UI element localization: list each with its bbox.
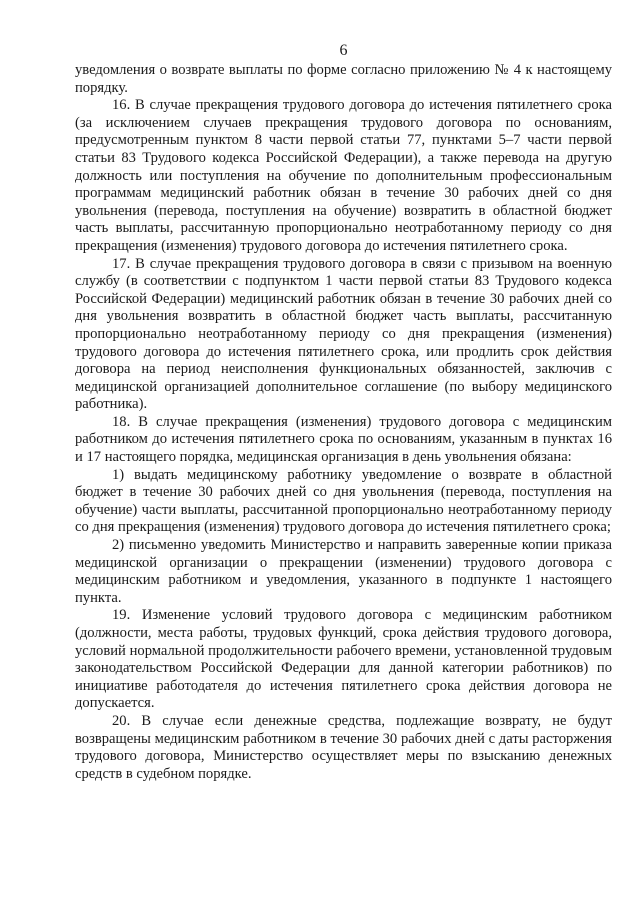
paragraph-17: 17. В случае прекращения трудового договора в связи с призывом на военную службу (в соответствии с подпунктом 1 части первой статьи 83 Трудового кодекса Российской Федерации) медицинский работник обязан в течение 30 рабочих дней со дня увольнения возвратить в областной бюджет часть выплаты, рассчитанную пропорционально неотработанному периоду со дня прекращения (изменения) трудового договора до истечения пятилетнего срока, или продлить срок действия договора на период неисполнения функциональных обязанностей, заключив с медицинской организацией дополнительное соглашение (по выбору медицинского работника).: [75, 255, 612, 413]
paragraph-18-subitem-1: 1) выдать медицинскому работнику уведомление о возврате в областной бюджет в течение 30 рабочих дней со дня увольнения (перевода, поступления на обучение) части выплаты, рассчитанной пропорционально неотработанному периоду со дня прекращения (изменения) трудового договора до истечения пятилетнего срока;: [75, 466, 612, 536]
paragraph-continuation: уведомления о возврате выплаты по форме согласно приложению № 4 к настоящему порядку.: [75, 62, 612, 96]
page-number: 6: [339, 42, 348, 59]
paragraph-20: 20. В случае если денежные средства, подлежащие возврату, не будут возвращены медицинским работником в течение 30 рабочих дней с даты расторжения трудового договора, Министерство осуществляет меры по взысканию денежных средств в судебном порядке.: [75, 712, 612, 782]
document-body: [75, 62, 612, 783]
paragraph-19: 19. Изменение условий трудового договора с медицинским работником (должности, места работы, трудовых функций, срока действия трудового договора, условий нормальной продолжительности рабочего времени, установленной трудовым законодательством Российской Федерации для данной категории работников) по инициативе работодателя до истечения пятилетнего срока действия договора не допускается.: [75, 607, 612, 712]
paragraph-18: 18. В случае прекращения (изменения) трудового договора с медицинским работником до истечения пятилетнего срока по основаниям, указанным в пунктах 16 и 17 настоящего порядка, медицинская организация в день увольнения обязана:: [75, 413, 612, 466]
paragraph-16: 16. В случае прекращения трудового договора до истечения пятилетнего срока (за исключением случаев прекращения трудового договора по основаниям, предусмотренным пунктом 8 части первой статьи 77, пунктами 5–7 части первой статьи 83 Трудового кодекса Российской Федерации), а также перевода на другую должность или поступления на обучение по дополнительным профессиональным программам медицинский работник обязан в течение 30 рабочих дней со дня увольнения (перевода, поступления на обучение) возвратить в областной бюджет часть выплаты, рассчитанную пропорционально неотработанному периоду со дня прекращения (изменения) трудового договора до истечения пятилетнего срока.: [75, 97, 612, 254]
paragraph-18-subitem-2: 2) письменно уведомить Министерство и направить заверенные копии приказа медицинской организации о прекращении (изменении) трудового договора с медицинским работником и уведомления, указанного в подпункте 1 настоящего пункта.: [75, 537, 612, 606]
